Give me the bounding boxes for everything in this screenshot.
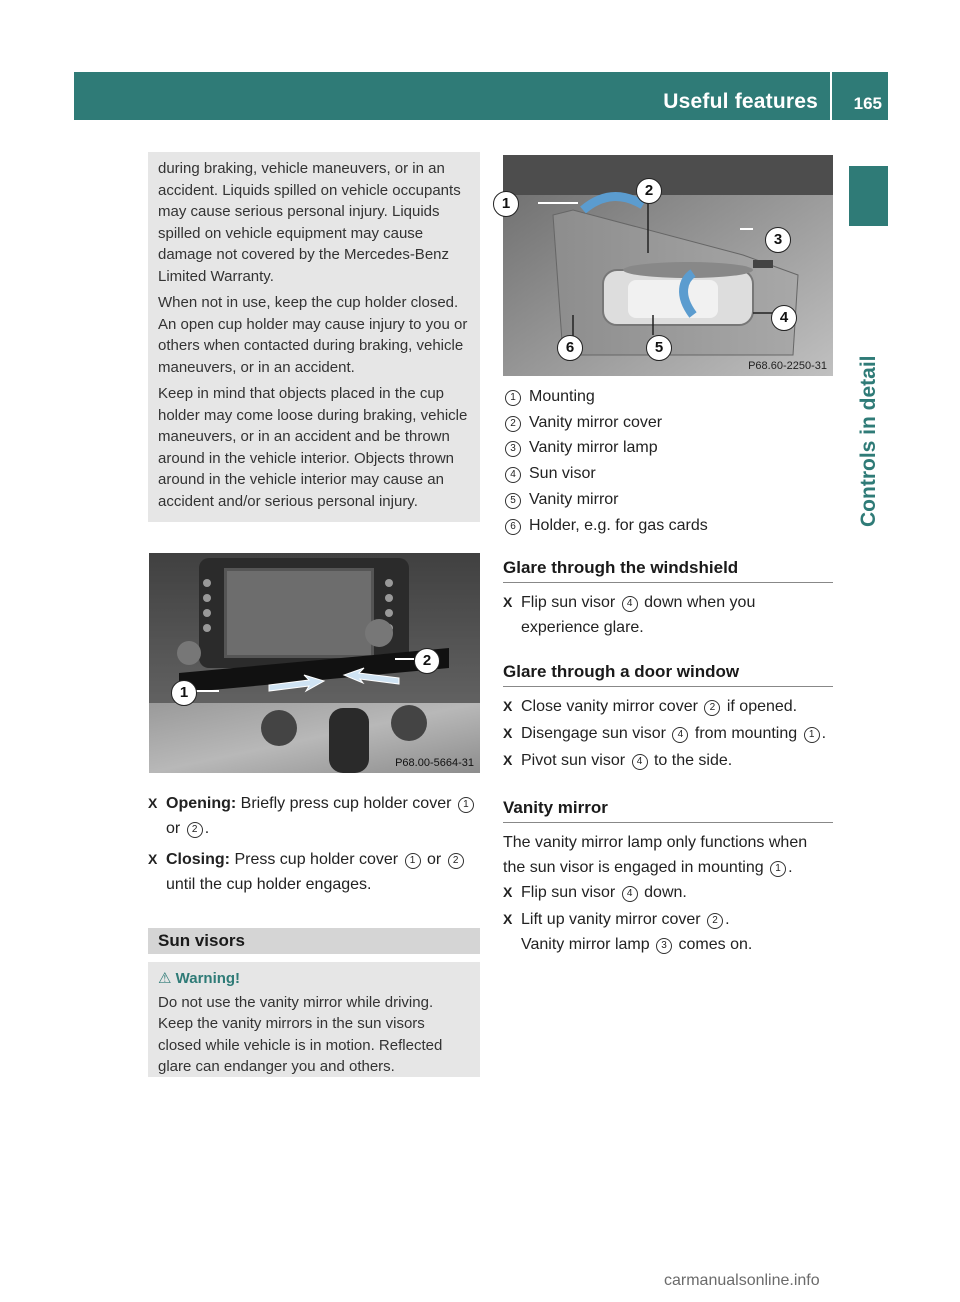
step-label: Opening: bbox=[166, 795, 237, 812]
warning-header bbox=[158, 968, 472, 990]
visor-legend bbox=[503, 384, 833, 538]
ref-number: 2 bbox=[707, 913, 723, 929]
legend-item bbox=[503, 461, 833, 487]
watermark-text: carmanualsonline.info bbox=[664, 1272, 820, 1289]
step-marker-icon: X bbox=[148, 795, 158, 811]
step bbox=[503, 721, 837, 746]
ref-number: 3 bbox=[656, 938, 672, 954]
ref-number: 5 bbox=[505, 493, 521, 509]
ref-number: 2 bbox=[187, 822, 203, 838]
legend-text: Vanity mirror lamp bbox=[529, 439, 658, 457]
step-text: Flip sun visor bbox=[521, 594, 616, 611]
callout-5: 5 bbox=[646, 335, 672, 361]
subheading-door-window: Glare through a door window bbox=[503, 662, 833, 687]
callout-6: 6 bbox=[557, 335, 583, 361]
legend-text: Sun visor bbox=[529, 465, 596, 483]
step-marker-icon: X bbox=[503, 725, 513, 741]
step-marker-icon: X bbox=[503, 911, 513, 927]
ref-number: 4 bbox=[505, 467, 521, 483]
callout-1: 1 bbox=[493, 191, 519, 217]
step-text: Vanity mirror lamp bbox=[521, 936, 650, 953]
ref-number: 3 bbox=[505, 441, 521, 457]
step-text: or bbox=[427, 851, 442, 868]
ref-number: 4 bbox=[622, 886, 638, 902]
step-marker-icon: X bbox=[503, 752, 513, 768]
step-text: Disengage sun visor bbox=[521, 725, 666, 742]
legend-item bbox=[503, 435, 833, 461]
step-marker-icon: X bbox=[503, 594, 513, 610]
paragraph-text: The vanity mirror lamp only functions when the sun visor is engaged in mounting bbox=[503, 834, 808, 876]
step-text: Flip sun visor bbox=[521, 884, 616, 901]
subheading-vanity-mirror: Vanity mirror bbox=[503, 798, 833, 823]
step-marker-icon: X bbox=[148, 851, 158, 867]
legend-item bbox=[503, 487, 833, 513]
step-text: from mounting bbox=[694, 725, 798, 742]
paragraph-text: . bbox=[788, 859, 793, 876]
subheading-windshield: Glare through the windshield bbox=[503, 558, 833, 583]
callout-2: 2 bbox=[414, 648, 440, 674]
step-text: Lift up vanity mirror cover bbox=[521, 911, 701, 928]
step bbox=[503, 907, 833, 957]
cup-holder-image bbox=[149, 553, 480, 773]
step-text: or bbox=[166, 820, 181, 837]
step-text: to the side. bbox=[653, 752, 733, 769]
ref-number: 4 bbox=[672, 727, 688, 743]
warning-paragraph: Keep in mind that objects placed in the cup holder may come loose during braking, vehicle maneuvers, or in an accident and be thrown around in the vehicle interior. Objects thrown around in the vehicle interior may cause an accident and/or serious personal injury. bbox=[158, 385, 468, 510]
step-text: Press cup holder cover bbox=[234, 851, 399, 868]
step-text: . bbox=[725, 911, 730, 928]
legend-item bbox=[503, 410, 833, 436]
section-heading: Sun visors bbox=[148, 928, 480, 954]
callout-3: 3 bbox=[765, 227, 791, 253]
step-text: . bbox=[821, 725, 827, 742]
header-divider bbox=[830, 72, 832, 120]
step bbox=[503, 590, 833, 640]
windshield-steps bbox=[503, 590, 833, 646]
legend-text: Vanity mirror bbox=[529, 490, 619, 508]
legend-text: Mounting bbox=[529, 388, 595, 405]
warning-paragraph: When not in use, keep the cup holder closed. An open cup holder may cause injury to you or others when contacted during braking, vehicle maneuvers, or in an accident. bbox=[158, 294, 468, 376]
ref-number: 4 bbox=[622, 596, 638, 612]
warning-paragraph: during braking, vehicle maneuvers, or in an accident. Liquids spilled on vehicle occupants may cause serious personal injury. Liquids spilled on vehicle equipment may cause damage not covered by the Mercedes-Benz Limited Warranty. bbox=[158, 160, 461, 285]
ref-number: 2 bbox=[448, 853, 464, 869]
image-reference: P68.60-2250-31 bbox=[748, 360, 827, 372]
step-text: until the cup holder engages. bbox=[166, 876, 372, 893]
page-number: 165 bbox=[853, 94, 882, 113]
step-text: if opened. bbox=[726, 698, 798, 715]
ref-number: 1 bbox=[405, 853, 421, 869]
side-tab-label: Controls in detail bbox=[857, 355, 880, 527]
step-text: Pivot sun visor bbox=[521, 752, 626, 769]
step-marker-icon: X bbox=[503, 884, 513, 900]
warning-box bbox=[148, 962, 480, 1077]
warning-continued-box bbox=[148, 152, 480, 522]
callout-2: 2 bbox=[636, 178, 662, 204]
side-tab-marker bbox=[849, 166, 888, 226]
step-text: down. bbox=[644, 884, 687, 901]
step bbox=[503, 748, 837, 773]
warning-text: Do not use the vanity mirror while driving. Keep the vanity mirrors in the sun visors closed while vehicle is in motion. Reflected glare can endanger you and others. bbox=[158, 993, 443, 1075]
legend-text: Vanity mirror cover bbox=[529, 413, 663, 431]
step-text: . bbox=[204, 820, 210, 837]
callout-1: 1 bbox=[171, 680, 197, 706]
sun-visor-image bbox=[503, 155, 833, 376]
ref-number: 4 bbox=[632, 754, 648, 770]
step-label: Closing: bbox=[166, 851, 230, 868]
cup-holder-steps bbox=[148, 791, 480, 903]
step-opening bbox=[148, 791, 480, 841]
ref-number: 1 bbox=[770, 861, 786, 877]
step-text: down when you experience glare. bbox=[521, 594, 756, 636]
page-header bbox=[74, 72, 888, 120]
ref-number: 2 bbox=[505, 416, 521, 432]
step bbox=[503, 880, 833, 905]
ref-number: 1 bbox=[804, 727, 820, 743]
legend-item bbox=[503, 513, 833, 539]
door-window-steps bbox=[503, 694, 837, 779]
legend-text: Holder, e.g. for gas cards bbox=[529, 516, 708, 534]
warning-triangle-icon: ⚠ bbox=[158, 970, 172, 987]
legend-item bbox=[503, 384, 833, 410]
ref-number: 1 bbox=[458, 797, 474, 813]
ref-number: 1 bbox=[505, 390, 521, 406]
section-title: Useful features bbox=[663, 90, 818, 113]
step bbox=[503, 694, 837, 719]
vanity-steps bbox=[503, 880, 833, 963]
step-marker-icon: X bbox=[503, 698, 513, 714]
step-text: Close vanity mirror cover bbox=[521, 698, 698, 715]
step-text: comes on. bbox=[678, 936, 753, 953]
ref-number: 6 bbox=[505, 519, 521, 535]
warning-title: Warning! bbox=[175, 970, 241, 987]
vanity-intro bbox=[503, 830, 833, 880]
image-reference: P68.00-5664-31 bbox=[395, 757, 474, 769]
ref-number: 2 bbox=[704, 700, 720, 716]
step-text: Briefly press cup holder cover bbox=[240, 795, 452, 812]
callout-4: 4 bbox=[771, 305, 797, 331]
step-closing bbox=[148, 847, 480, 897]
